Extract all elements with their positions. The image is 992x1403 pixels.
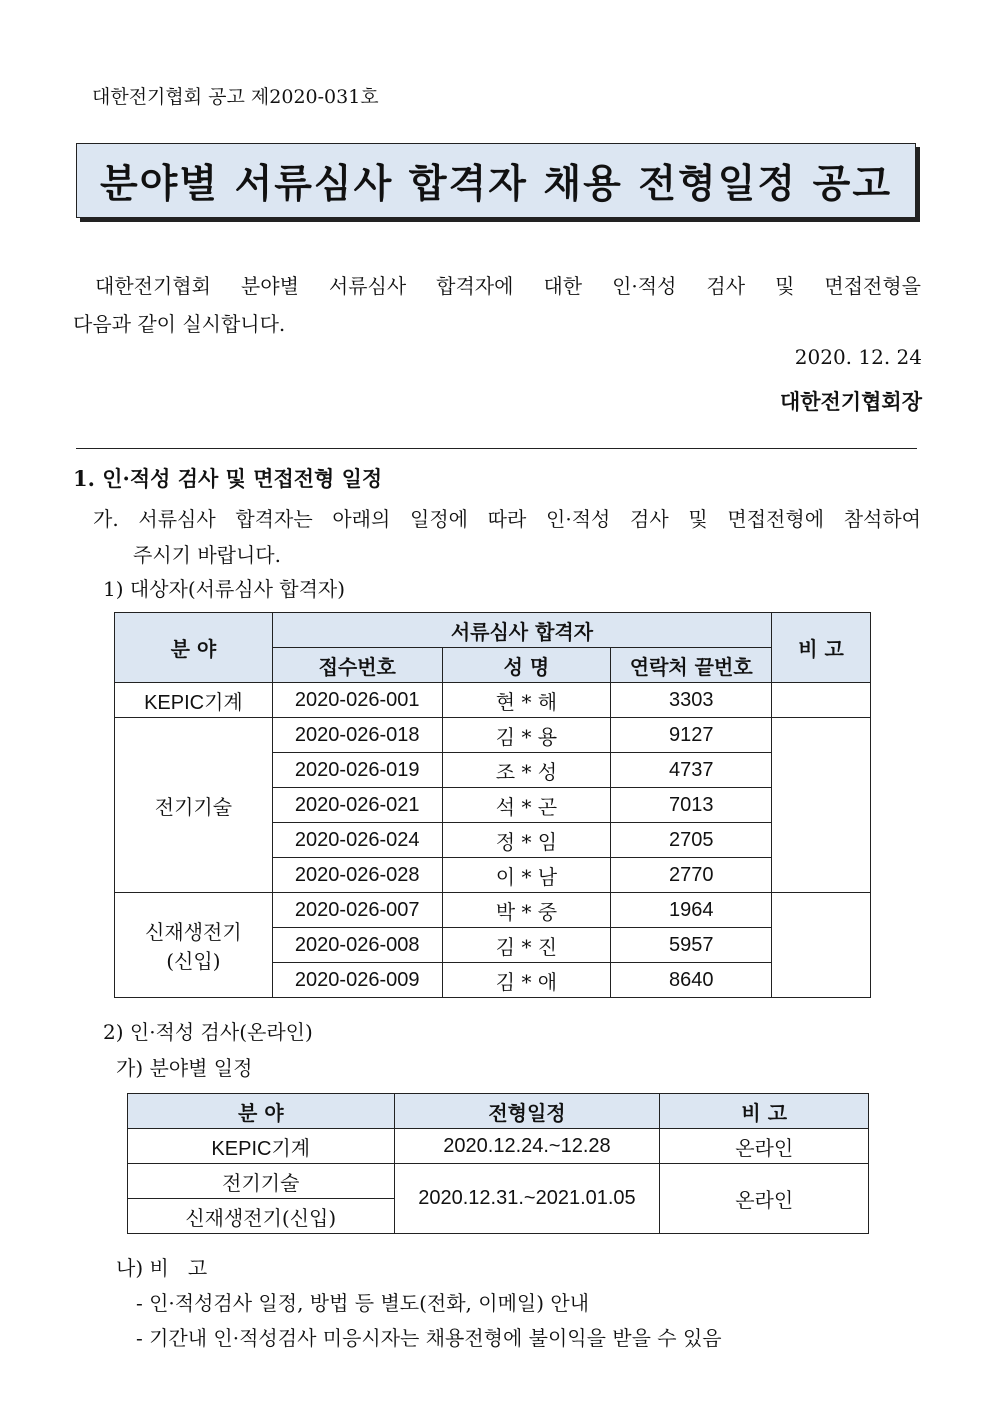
schedule-table: [127, 1093, 869, 1234]
phone-cell: 2705: [611, 823, 772, 858]
intro-line-2: 다음과 같이 실시합니다.: [73, 312, 286, 336]
header-field: 분 야: [115, 613, 273, 683]
name-cell: 정 * 임: [442, 823, 611, 858]
header-number: 접수번호: [272, 648, 442, 683]
phone-cell: 8640: [611, 963, 772, 998]
name-cell: 석 * 곤: [442, 788, 611, 823]
intro-line-1: 대한전기협회 분야별 서류심사 합격자에 대한 인·적성 검사 및 면접전형을: [95, 274, 921, 298]
signature: 대한전기협회장: [779, 389, 922, 414]
table-row: [115, 683, 871, 718]
phone-cell: 3303: [611, 683, 772, 718]
item-1-label: 1) 대상자(서류심사 합격자): [103, 577, 346, 601]
header-note: 비 고: [660, 1094, 869, 1129]
section-1-ga-line-1: 가. 서류심사 합격자는 아래의 일정에 따라 인·적성 검사 및 면접전형에 참석하여: [93, 507, 921, 531]
header-phone: 연락처 끝번호: [611, 648, 772, 683]
notice-number: 대한전기협회 공고 제2020-031호: [92, 86, 379, 108]
field-cell: 신재생전기(신입): [128, 1199, 395, 1234]
item-2-label: 2) 인·적성 검사(온라인): [103, 1020, 313, 1044]
note-cell: [772, 718, 871, 893]
schedule-cell: 2020.12.24.~12.28: [394, 1129, 660, 1164]
divider: [76, 448, 917, 449]
field-cell: 전기기술: [115, 718, 273, 893]
phone-cell: 5957: [611, 928, 772, 963]
section-1-ga-line-2: 주시기 바랍니다.: [133, 543, 281, 567]
table-row: [115, 893, 871, 928]
header-field: 분 야: [128, 1094, 395, 1129]
phone-cell: 2770: [611, 858, 772, 893]
number-cell: 2020-026-009: [272, 963, 442, 998]
number-cell: 2020-026-008: [272, 928, 442, 963]
field-cell: 전기기술: [128, 1164, 395, 1199]
number-cell: 2020-026-021: [272, 788, 442, 823]
header-note: 비 고: [772, 613, 871, 683]
intro-paragraph: [73, 267, 921, 343]
name-cell: 김 * 애: [442, 963, 611, 998]
title-box: [76, 143, 916, 218]
page-title: 분야별 서류심사 합격자 채용 전형일정 공고: [99, 160, 893, 207]
note-line-1: - 인·적성검사 일정, 방법 등 별도(전화, 이메일) 안내: [136, 1291, 590, 1315]
section-1-ga: [93, 501, 921, 573]
section-1-heading: 1. 인·적성 검사 및 면접전형 일정: [73, 466, 383, 491]
note-cell: [772, 683, 871, 718]
table-row: [128, 1164, 869, 1199]
item-2b-label: 나) 비 고: [116, 1256, 208, 1280]
notice-date: 2020. 12. 24: [794, 345, 922, 369]
field-cell: KEPIC기계: [128, 1129, 395, 1164]
phone-cell: 7013: [611, 788, 772, 823]
item-2a-label: 가) 분야별 일정: [116, 1056, 253, 1080]
field-cell: [115, 893, 273, 998]
field-renewable-sub: (신입): [166, 949, 221, 973]
number-cell: 2020-026-024: [272, 823, 442, 858]
schedule-cell: 2020.12.31.~2021.01.05: [394, 1164, 660, 1234]
field-cell: KEPIC기계: [115, 683, 273, 718]
name-cell: 현 * 해: [442, 683, 611, 718]
candidates-table: [114, 612, 871, 998]
note-line-2: - 기간내 인·적성검사 미응시자는 채용전형에 불이익을 받을 수 있음: [136, 1326, 722, 1350]
name-cell: 박 * 중: [442, 893, 611, 928]
name-cell: 김 * 용: [442, 718, 611, 753]
name-cell: 이 * 남: [442, 858, 611, 893]
header-name: 성 명: [442, 648, 611, 683]
name-cell: 조 * 성: [442, 753, 611, 788]
header-schedule: 전형일정: [394, 1094, 660, 1129]
field-renewable: 신재생전기: [145, 920, 242, 944]
note-cell: [772, 893, 871, 998]
phone-cell: 1964: [611, 893, 772, 928]
note-cell: 온라인: [660, 1164, 869, 1234]
number-cell: 2020-026-001: [272, 683, 442, 718]
phone-cell: 4737: [611, 753, 772, 788]
name-cell: 김 * 진: [442, 928, 611, 963]
number-cell: 2020-026-028: [272, 858, 442, 893]
note-cell: 온라인: [660, 1129, 869, 1164]
table-row: [115, 718, 871, 753]
header-group: 서류심사 합격자: [272, 613, 771, 648]
number-cell: 2020-026-018: [272, 718, 442, 753]
phone-cell: 9127: [611, 718, 772, 753]
number-cell: 2020-026-019: [272, 753, 442, 788]
number-cell: 2020-026-007: [272, 893, 442, 928]
table-row: [128, 1129, 869, 1164]
